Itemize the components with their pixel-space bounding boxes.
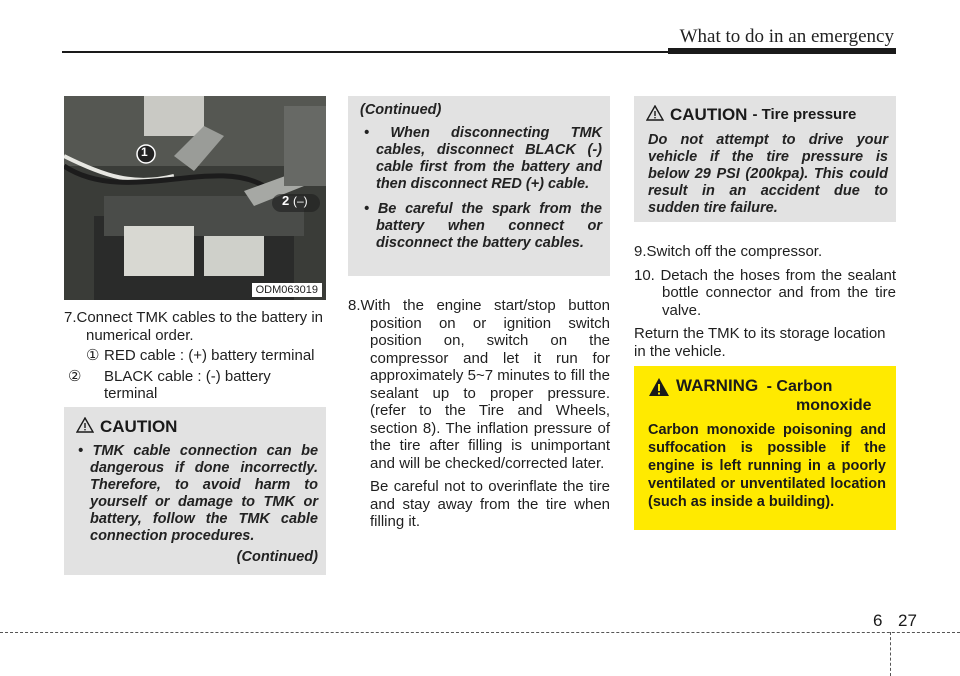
caution-tire-text: Do not attempt to drive your vehicle if the tire pressure is below 29 PSI (200kpa). This could result in an accident due to sudden tire failure.: [648, 132, 888, 216]
warning-text: Carbon monoxide poisoning and suffocation is possible if the engine is left running in a poorly ventilated or unventilated location (such as inside a building).: [648, 422, 886, 510]
battery-photo: [64, 96, 326, 300]
caution-text: TMK cable connection can be dangerous if done incorrectly. Therefore, to avoid harm to yourself or damage to TMK or battery, follow the TMK cable connection procedures.: [90, 443, 319, 544]
step-7-item-2: [68, 367, 326, 403]
header-rule-accent: [668, 48, 896, 54]
warning-box: [634, 366, 896, 530]
caution-title: CAUTION: [670, 105, 748, 124]
caution-bullet: • Be careful the spark from the battery when connect or disconnect the battery cables.: [364, 201, 602, 251]
caution-continued-box: [348, 96, 610, 276]
continued-heading: (Continued): [360, 102, 442, 118]
step-10-text: 10. Detach the hoses from the sealant bottle connector and from the tire valve.: [634, 266, 896, 319]
caution-bullet: • When disconnecting TMK cables, disconnect BLACK (-) cable first from the battery and then disconnect RED (+) cable.: [364, 125, 603, 192]
caution-tire-heading: [646, 105, 896, 125]
return-text: Return the TMK to its storage location in the vehicle.: [634, 325, 886, 360]
chapter-number: 6: [873, 611, 883, 630]
warning-title: WARNING: [676, 376, 759, 395]
callout-2-symbol: (–): [293, 194, 308, 208]
warning-triangle-icon: [648, 377, 670, 397]
step-7-item-1: [86, 347, 326, 365]
caution-subtitle: - Tire pressure: [752, 106, 857, 123]
caution-body: [74, 443, 318, 566]
item-number: ①: [86, 347, 100, 364]
warning-heading: [648, 376, 896, 415]
item-text: BLACK cable : (-) battery terminal: [104, 367, 271, 402]
bullet-text: Be careful the spark from the battery when connect or disconnect the battery cables.: [376, 201, 602, 251]
step-8: [348, 297, 610, 531]
caution-continued-body: [360, 102, 602, 252]
step-8-text: 8.With the engine start/stop button position on or ignition switch position on, switch on the compressor and let it run for approximately 5~7 minutes to fill the sealant up to proper pressure. (refer to the Tire and Wheels, section 8). The inflation pressure of the tire after filling is unimportant and will be checked/corrected later.: [348, 297, 610, 472]
page-number: 27: [898, 611, 917, 630]
caution-heading: [76, 417, 326, 437]
header-rule: [62, 51, 670, 53]
figure-code: ODM063019: [252, 283, 322, 297]
callout-2-label: 2: [282, 193, 290, 208]
warning-subtitle-1: - Carbon: [766, 378, 833, 395]
bullet-text: When disconnecting TMK cables, disconnect BLACK (-) cable first from the battery and then disconnect RED (+) cable.: [376, 125, 603, 192]
caution-box: [64, 407, 326, 575]
section-title: What to do in an emergency: [679, 26, 894, 47]
footer-divider: [890, 632, 891, 676]
step-7-text: 7.Connect TMK cables to the battery in numerical order.: [64, 309, 324, 344]
bullet-dot: •: [78, 443, 84, 459]
warning-title-block: [676, 376, 872, 415]
continued-note: (Continued): [236, 549, 318, 565]
footer-rule: [0, 632, 960, 633]
caution-tire-box: [634, 96, 896, 222]
step-8-note: Be careful not to overinflate the tire and stay away from the tire when filling it.: [370, 478, 610, 530]
steps-9-10: [634, 243, 896, 360]
warning-subtitle-2: monoxide: [796, 397, 872, 414]
callout-1-label: 1: [141, 145, 148, 159]
caution-bullet: [74, 443, 318, 545]
step-9-text: 9.Switch off the compressor.: [634, 243, 823, 260]
item-number: ②: [68, 367, 82, 385]
step-7: [64, 309, 326, 403]
item-text: RED cable : (+) battery terminal: [104, 347, 315, 364]
warning-triangle-icon: [646, 105, 664, 121]
caution-title: CAUTION: [100, 417, 178, 436]
warning-triangle-icon: [76, 417, 94, 433]
